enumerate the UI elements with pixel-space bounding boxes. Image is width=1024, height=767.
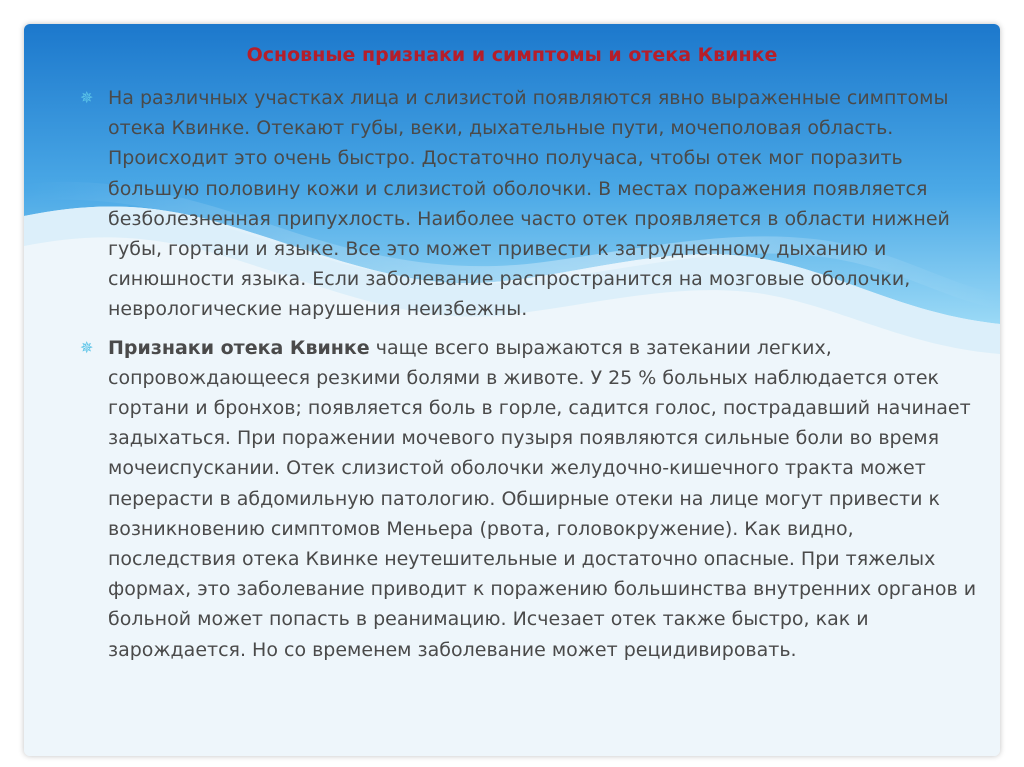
- star-bullet-icon: ✵: [80, 337, 94, 357]
- list-item: [80, 333, 985, 665]
- slide: [24, 24, 1000, 756]
- slide-title: Основные признаки и симптомы и отека Квинке: [246, 44, 778, 66]
- paragraph-text: чаще всего выражаются в затекании легких, сопровождающееся резкими болями в животе. У 25 % больных наблюдается отек гортани и бронхов; появляется боль в горле, садится голос, пострадавший начинает задыхаться. При поражении мочевого пузыря появляются сильные боли во время мочеиспускании. Отек слизистой оболочки желудочно-кишечного тракта может перерасти в абдомильную патологию. Обширные отеки на лице могут привести к возникновению симптомов Меньера (рвота, головокружение). Как видно, последствия отека Квинке неутешительные и достаточно опасные. При тяжелых формах, это заболевание приводит к поражению большинства внутренних органов и больной может попасть в реанимацию. Исчезает отек также быстро, как и зарождается. Но со временем заболевание может рецидивировать.: [108, 336, 977, 661]
- bullet-list: [80, 83, 985, 673]
- list-item: [80, 83, 985, 325]
- star-bullet-icon: ✵: [80, 88, 94, 107]
- paragraph-bold-lead: Признаки отека Квинке: [108, 336, 370, 359]
- paragraph-text: На различных участках лица и слизистой появляются явно выраженные симптомы отека Квинке. Отекают губы, веки, дыхательные пути, мочеполовая область. Происходит это очень быстро. Достаточно получаса, чтобы отек мог поразить большую половину кожи и слизистой оболочки. В местах поражения появляется безболезненная припухлость. Наиболее часто отек проявляется в области нижней губы, гортани и языке. Все это может привести к затрудненному дыханию и синюшности языка. Если заболевание распространится на мозговые оболочки, неврологические нарушения неизбежны.: [108, 87, 950, 321]
